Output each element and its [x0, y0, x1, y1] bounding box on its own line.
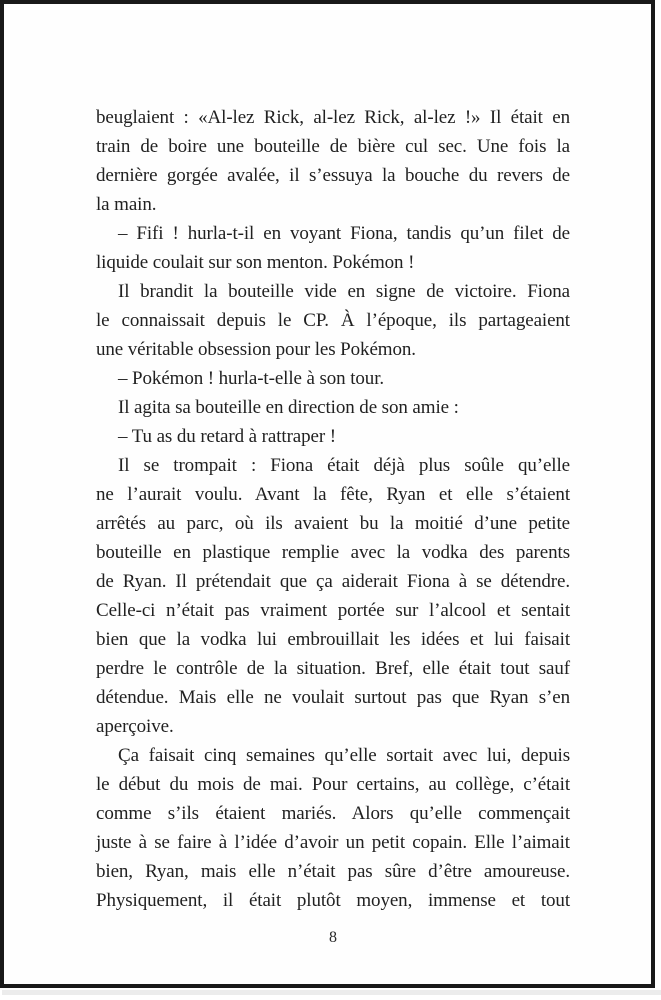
text-line: ne l’aurait voulu. Avant la fête, Ryan et elle s’étaient [96, 484, 570, 505]
text-line: de Ryan. Il prétendait que ça aiderait Fiona à se détendre. [96, 571, 570, 592]
text-line: dernière gorgée avalée, il s’essuya la bouche du revers de [96, 165, 570, 186]
text-line: – Pokémon ! hurla-t-elle à son tour. [118, 368, 385, 389]
text-line: juste à se faire à l’idée d’avoir un petit copain. Elle l’aimait [96, 832, 570, 853]
text-line: liquide coulait sur son menton. Pokémon ! [96, 252, 415, 273]
text-line: le début du mois de mai. Pour certains, au collège, c’était [96, 774, 570, 795]
page-number: 8 [329, 929, 337, 946]
text-line: Celle-ci n’était pas vraiment portée sur l’alcool et sentait [96, 600, 570, 621]
text-line: – Fifi ! hurla-t-il en voyant Fiona, tandis qu’un filet de [118, 223, 570, 244]
text-line: Il se trompait : Fiona était déjà plus soûle qu’elle [118, 455, 570, 476]
text-line: train de boire une bouteille de bière cul sec. Une fois la [96, 136, 570, 157]
text-line: bien que la vodka lui embrouillait les idées et lui faisait [96, 629, 570, 650]
page-text-block [96, 103, 570, 915]
text-line: détendue. Mais elle ne voulait surtout pas que Ryan s’en [96, 687, 570, 708]
text-line: Ça faisait cinq semaines qu’elle sortait avec lui, depuis [118, 745, 570, 766]
text-line: beuglaient : «Al-lez Rick, al-lez Rick, al-lez !» Il était en [96, 107, 570, 128]
text-line: aperçoive. [96, 716, 174, 737]
text-line: Physiquement, il était plutôt moyen, immense et tout [96, 890, 570, 911]
text-line: Il agita sa bouteille en direction de son amie : [118, 397, 459, 418]
text-line: la main. [96, 194, 157, 215]
text-line: perdre le contrôle de la situation. Bref, elle était tout sauf [96, 658, 570, 679]
text-line: le connaissait depuis le CP. À l’époque, ils partageaient [96, 310, 570, 331]
page-edge-shadow [2, 990, 661, 995]
text-line: une véritable obsession pour les Pokémon. [96, 339, 416, 360]
text-line: – Tu as du retard à rattraper ! [118, 426, 336, 447]
text-line: bien, Ryan, mais elle n’était pas sûre d’être amoureuse. [96, 861, 570, 882]
text-line: comme s’ils étaient mariés. Alors qu’elle commençait [96, 803, 570, 824]
text-line: bouteille en plastique remplie avec la vodka des parents [96, 542, 570, 563]
text-line: Il brandit la bouteille vide en signe de victoire. Fiona [118, 281, 570, 302]
text-line: arrêtés au parc, où ils avaient bu la moitié d’une petite [96, 513, 570, 534]
